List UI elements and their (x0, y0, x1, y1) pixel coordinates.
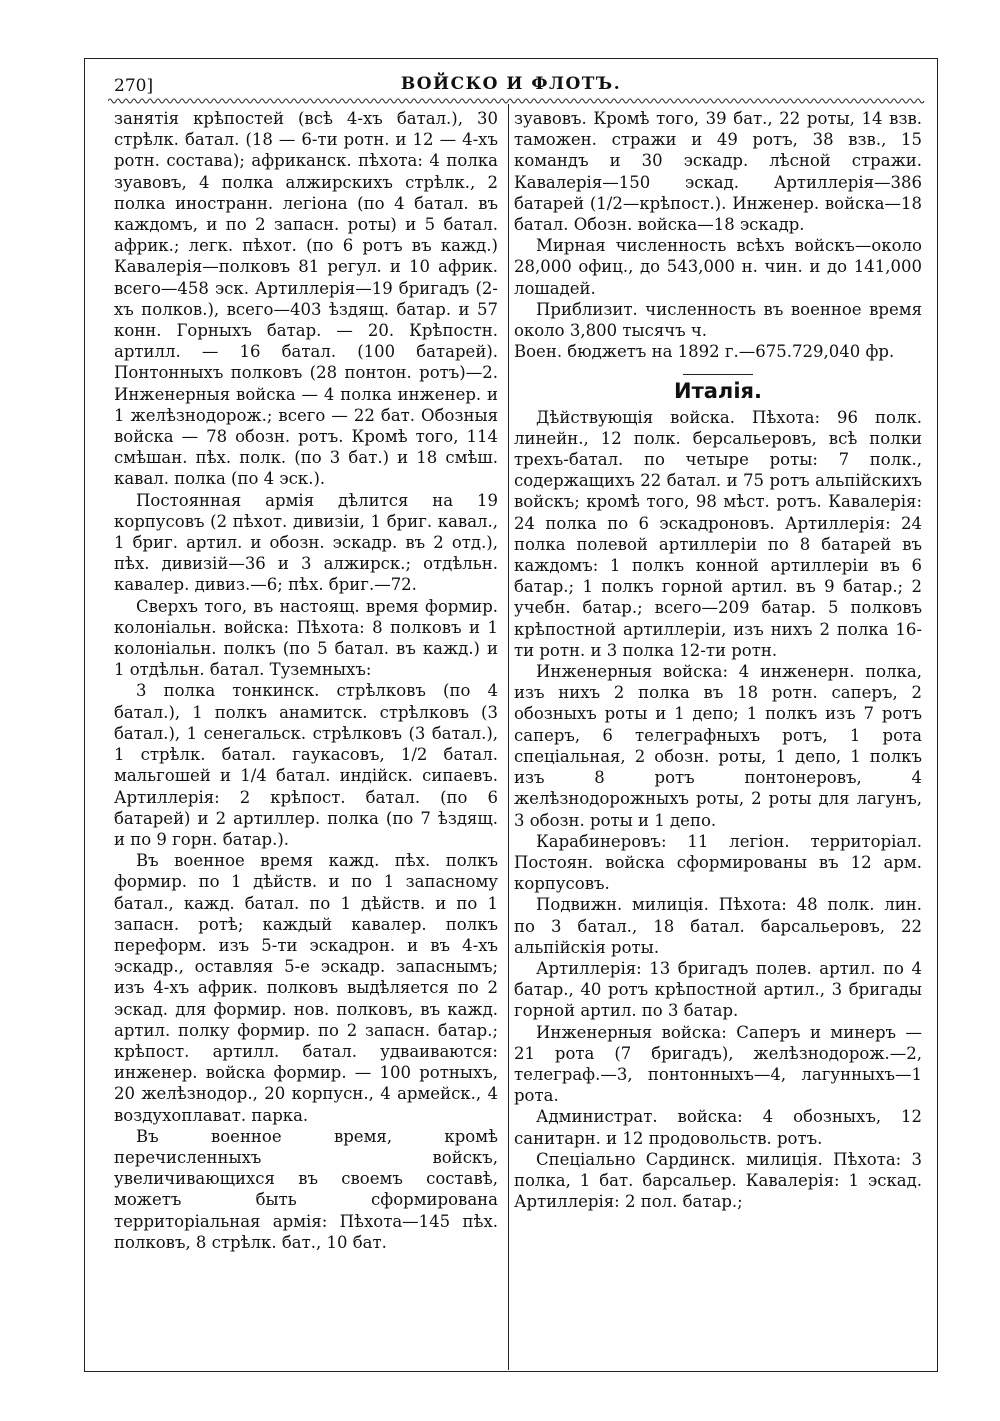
right-paragraph: Воен. бюджетъ на 1892 г.—675.729,040 фр. (514, 342, 895, 362)
right-paragraph: зуавовъ. Кромѣ того, 39 бат., 22 роты, 14 взв. таможен. стражи и 49 ротъ, 38 взв., 15 командъ и 30 эскадр. лѣсной стражи. Кавалерія—150 эскад. Артиллерія—386 батарей (1/2—крѣпост.). Инженер. войска—18 батал. Обозн. войска—18 эскадр. (514, 109, 922, 235)
column-divider (508, 104, 509, 1370)
left-paragraph: Сверхъ того, въ настоящ. время формир. колоніальн. войска: Пѣхота: 8 полковъ и 1 колоніальн. полкъ (по 5 батал. въ кажд.) и 1 отдѣльн. батал. Туземныхъ: (114, 596, 498, 680)
italy-paragraph: Инженерныя войска: Саперъ и минеръ — 21 рота (7 бригадъ), желѣзнодорож.—2, телеграф.—3, понтонныхъ—4, лагунныхъ—1 рота. (514, 1022, 922, 1106)
header-wavy-rule (108, 96, 926, 106)
italy-paragraph: Карабинеровъ: 11 легіон. территоріал. Постоян. войска сформированы въ 12 арм. корпусовъ. (514, 831, 922, 894)
section-title-italy: Италія. (674, 379, 762, 404)
left-column (114, 108, 498, 1253)
section-separator (683, 374, 753, 375)
italy-paragraph: Подвижн. милиція. Пѣхота: 48 полк. лин. по 3 батал., 18 батал. барсальеровъ, 22 альпійскія роты. (514, 895, 922, 957)
italy-paragraph: Дѣйствующія войска. Пѣхота: 96 полк. линейн., 12 полк. берсальеровъ, всѣ полки трехъ-батал. по четыре роты: 7 полк., содержащихъ 22 батал. и 75 ротъ альпійскихъ войскъ; кромѣ того, 98 мѣст. ротъ. Кавалерія: 24 полка по 6 эскадроновъ. Артиллерія: 24 полка полевой артиллеріи по 8 батарей въ каждомъ: 1 полкъ конной артиллеріи въ 6 батар.; 1 полкъ горной артил. въ 9 батар.; 2 учебн. батар.; всего—209 батар. 5 полковъ крѣпостной артиллеріи, изъ нихъ 2 полка 16-ти ротн. и 3 полка 12-ти ротн. (514, 407, 922, 660)
running-title: ВОЙСКО И ФЛОТЪ. (400, 74, 622, 94)
italy-paragraph: Администрат. войска: 4 обозныхъ, 12 санитарн. и 12 продовольств. ротъ. (514, 1107, 922, 1148)
left-paragraph: Въ военное время кажд. пѣх. полкъ формир. по 1 дѣйств. и по 1 запасному батал., кажд. батал. по 1 дѣйств. и по 1 запасн. ротѣ; каждый кавалер. полкъ переформ. изъ 5-ти эскадрон. и въ 4-хъ эскадр., оставляя 5-е эскадр. запаснымъ; изъ 4-хъ африк. полковъ выдѣляется по 2 эскад. для формир. нов. полковъ, въ кажд. артил. полку формир. по 2 запасн. батар.; крѣпост. артилл. батал. удваиваются: инженер. войска формир. — 100 ротныхъ, 20 желѣзнодор., 20 корпусн., 4 армейск., 4 воздухоплават. парка. (114, 851, 498, 1125)
left-paragraph: занятія крѣпостей (всѣ 4-хъ батал.), 30 стрѣлк. батал. (18 — 6-ти ротн. и 12 — 4-хъ ротн. состава); африканск. пѣхота: 4 полка зуавовъ, 4 полка алжирскихъ стрѣлк., 2 полка иностранн. легіона (по 4 батал. въ каждомъ, и по 2 запасн. роты) и 5 батал. африк.; легк. пѣхот. (по 6 ротъ въ кажд.) Кавалерія—полковъ 81 регул. и 10 африк. всего—458 эск. Артиллерія—19 бригадъ (2-хъ полков.), всего—403 ѣздящ. батар. и 57 конн. Горныхъ батар. — 20. Крѣпостн. артилл. — 16 батал. (100 батарей). Понтонныхъ полковъ (28 понтон. ротъ)—2. Инженерныя войска — 4 полка инженер. и 1 желѣзнодорож.; всего — 22 бат. Обозныя войска — 78 обозн. ротъ. Кромѣ того, 114 смѣшан. пѣх. полк. (по 3 бат.) и 18 смѣш. кавал. полка (по 4 эск.). (114, 109, 498, 489)
page-header (84, 68, 938, 98)
right-paragraph: Приблизит. численность въ военное время около 3,800 тысячъ ч. (514, 299, 922, 341)
left-paragraph: Въ военное время, кромѣ перечисленныхъ войскъ, увеличивающихся въ своемъ составѣ, можетъ быть сформирована территоріальная армія: Пѣхота—145 пѣх. полковъ, 8 стрѣлк. бат., 10 бат. (114, 1126, 498, 1252)
right-column (514, 108, 922, 1212)
italy-paragraph: Спеціально Сардинск. милиція. Пѣхота: 3 полка, 1 бат. барсальер. Кавалерія: 1 эскад. Артиллерія: 2 пол. батар.; (514, 1149, 922, 1212)
left-paragraph: 3 полка тонкинск. стрѣлковъ (по 4 батал.), 1 полкъ анамитск. стрѣлковъ (3 батал.), 1 сенегальск. стрѣлковъ (3 батал.), 1 стрѣлк. батал. гаукасовъ, 1/2 батал. мальгошей и 1/4 батал. индійск. сипаевъ. Артиллерія: 2 крѣпост. батал. (по 6 батарей) и 2 артиллер. полка (по 7 ѣздящ. и по 9 горн. батар.). (114, 681, 498, 849)
italy-paragraph: Артиллерія: 13 бригадъ полев. артил. по 4 батар., 40 ротъ крѣпостной артил., 3 бригады горной артил. по 3 батар. (514, 958, 922, 1021)
right-paragraph: Мирная численность всѣхъ войскъ—около 28,000 офиц., до 543,000 н. чин. и до 141,000 лошадей. (514, 236, 922, 298)
page-number: 270] (114, 76, 154, 96)
italy-paragraph: Инженерныя войска: 4 инженерн. полка, изъ нихъ 2 полка въ 18 ротн. саперъ, 2 обозныхъ роты и 1 депо; 1 полкъ изъ 7 ротъ саперъ, 6 телеграфныхъ ротъ, 1 рота спеціальная, 2 обозн. роты, 1 депо, 1 полкъ изъ 8 ротъ понтонеровъ, 4 желѣзнодорожныхъ роты, 2 роты для лагунъ, 3 обозн. роты и 1 депо. (514, 662, 922, 830)
left-paragraph: Постоянная армія дѣлится на 19 корпусовъ (2 пѣхот. дивизіи, 1 бриг. кавал., 1 бриг. артил. и обозн. эскадр. въ 2 отд.), пѣх. дивизій—36 и 3 алжирск.; отдѣльн. кавалер. дивиз.—6; пѣх. бриг.—72. (114, 490, 498, 595)
